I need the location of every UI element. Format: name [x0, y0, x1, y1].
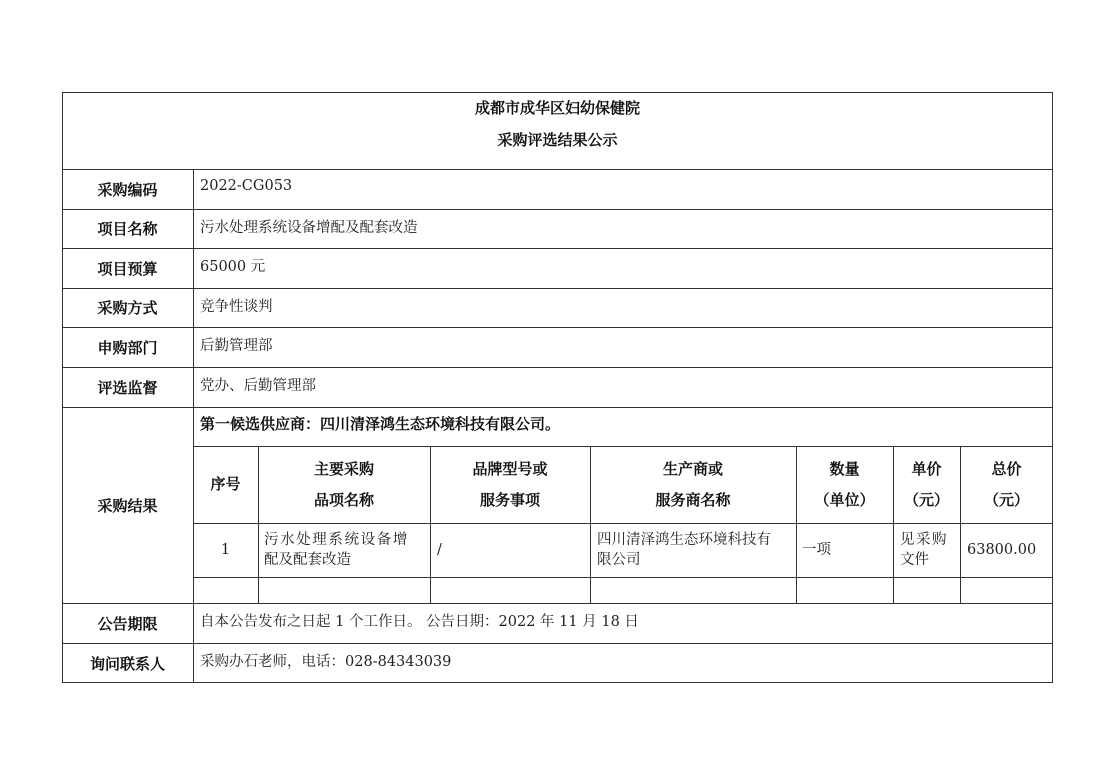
field-label-supervision: 评选监督: [97, 378, 158, 397]
field-label-project-name: 项目名称: [97, 220, 158, 238]
field-value-procurement-code: 2022-CG053: [200, 178, 293, 194]
field-label-requesting-dept: 申购部门: [97, 338, 158, 357]
field-label-budget: 项目预算: [97, 259, 158, 278]
field-value-budget: 65000 元: [200, 258, 266, 275]
column-header-brand: 品牌型号或 服务事项: [472, 459, 548, 509]
notice-label: 公告期限: [97, 614, 158, 633]
column-header-quantity: 数量 （单位）: [814, 459, 875, 509]
row-manufacturer: 四川清泽鸿生态环境科技有 限公司: [597, 532, 771, 568]
result-label: 采购结果: [97, 496, 158, 515]
row-unit-price: 见采购 文件: [900, 532, 948, 568]
column-header-manufacturer: 生产商或 服务商名称: [655, 459, 731, 509]
contact-value: 采购办石老师，电话：028-84343039: [200, 653, 452, 670]
divider: [193, 169, 194, 683]
column-header-total-price: 总价 （元）: [983, 459, 1029, 509]
field-value-supervision: 党办、后勤管理部: [200, 377, 316, 394]
field-label-procurement-method: 采购方式: [97, 299, 158, 317]
row-quantity: 一项: [802, 542, 831, 558]
row-total-price: 63800.00: [967, 542, 1037, 558]
document-subtitle: 采购评选结果公示: [497, 131, 618, 149]
row-index: 1: [220, 542, 231, 558]
column-header-unit-price: 单价 （元）: [903, 459, 949, 509]
notice-value: 自本公告发布之日起 1 个工作日。 公告日期：2022 年 11 月 18 日: [200, 613, 639, 630]
divider: [193, 577, 1053, 578]
contact-label: 询问联系人: [89, 654, 165, 673]
field-label-procurement-code: 采购编码: [97, 180, 158, 199]
field-value-procurement-method: 竞争性谈判: [200, 298, 273, 315]
supplier-line: 第一候选供应商：四川清泽鸿生态环境科技有限公司。: [200, 414, 561, 433]
column-header-index: 序号: [210, 475, 241, 493]
row-item-name: 污水处理系统设备增 配及配套改造: [264, 532, 409, 568]
document-title: 成都市成华区妇幼保健院: [474, 99, 640, 117]
row-brand: /: [437, 542, 442, 558]
field-value-requesting-dept: 后勤管理部: [200, 337, 273, 354]
column-header-item-name: 主要采购 品项名称: [313, 459, 374, 509]
field-value-project-name: 污水处理系统设备增配及配套改造: [200, 219, 418, 236]
